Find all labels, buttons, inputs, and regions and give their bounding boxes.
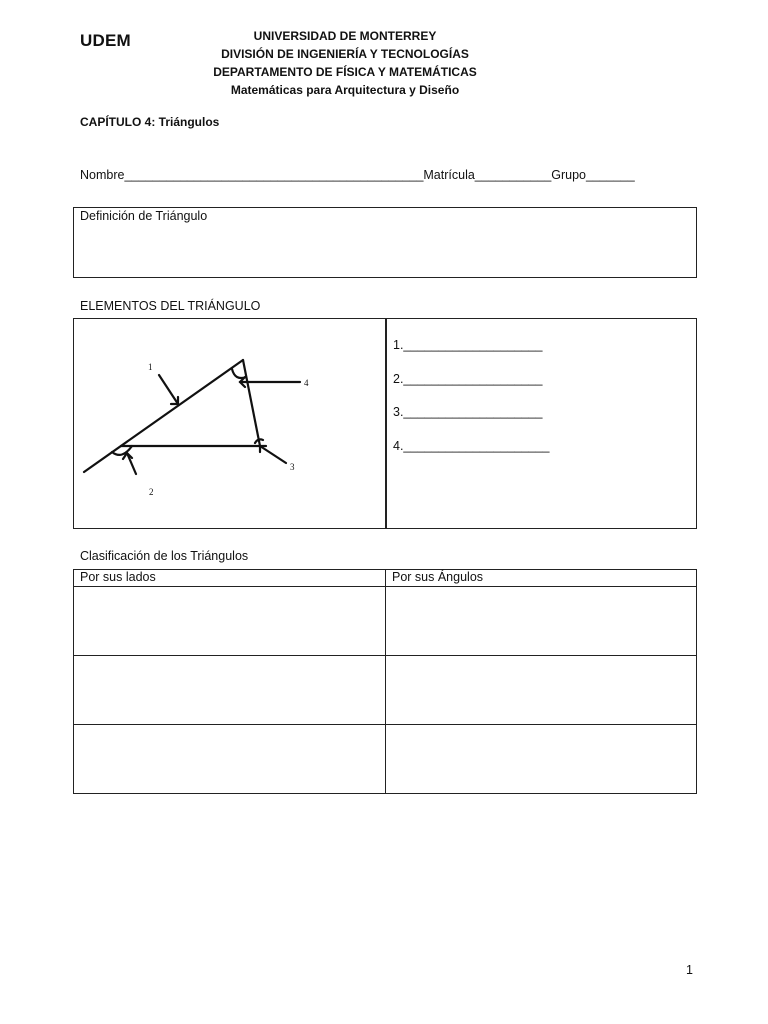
header-course: Matemáticas para Arquitectura y Diseño (230, 83, 460, 97)
elements-box (73, 318, 697, 529)
classification-table (73, 569, 697, 794)
diagram-label-4: 4 (304, 378, 309, 388)
student-info-line: Nombre___________________________________________Matrícula___________Grupo_______ (80, 168, 635, 182)
cell-sides-3[interactable] (74, 725, 386, 794)
cell-sides-1[interactable] (74, 587, 386, 656)
cell-angles-1[interactable] (386, 587, 697, 656)
diagram-label-1: 1 (148, 362, 153, 372)
column-header-angles: Por sus Ángulos (386, 570, 697, 587)
elements-title: ELEMENTOS DEL TRIÁNGULO (80, 299, 261, 313)
chapter-title: CAPÍTULO 4: Triángulos (80, 115, 220, 129)
udem-logo-text: UDEM (80, 31, 131, 50)
element-blank-2[interactable]: 2.____________________ (393, 372, 543, 386)
document-header (180, 27, 510, 99)
triangle-side-right (243, 360, 260, 446)
column-header-sides: Por sus lados (74, 570, 386, 587)
definition-box (73, 207, 697, 278)
diagram-label-2: 2 (149, 487, 154, 497)
element-blank-3[interactable]: 3.____________________ (393, 405, 543, 419)
cell-sides-2[interactable] (74, 656, 386, 725)
header-department: DEPARTAMENTO DE FÍSICA Y MATEMÁTICAS (213, 65, 477, 79)
header-university: UNIVERSIDAD DE MONTERREY (253, 29, 437, 43)
element-blank-4[interactable]: 4._____________________ (393, 439, 550, 453)
triangle-side-left (84, 360, 243, 472)
diagram-label-3: 3 (290, 462, 295, 472)
table-row (74, 587, 697, 656)
cell-angles-3[interactable] (386, 725, 697, 794)
arrow-3-line (260, 446, 286, 463)
triangle-diagram (74, 319, 384, 527)
elements-divider (385, 319, 387, 528)
element-blank-1[interactable]: 1.____________________ (393, 338, 543, 352)
arrow-1-line (159, 375, 178, 404)
classification-header-row (74, 570, 697, 587)
table-row (74, 725, 697, 794)
classification-title: Clasificación de los Triángulos (80, 549, 249, 563)
table-row (74, 656, 697, 725)
definition-label: Definición de Triángulo (80, 209, 208, 223)
page-number: 1 (686, 963, 693, 977)
header-division: DIVISIÓN DE INGENIERÍA Y TECNOLOGÍAS (221, 47, 469, 61)
cell-angles-2[interactable] (386, 656, 697, 725)
